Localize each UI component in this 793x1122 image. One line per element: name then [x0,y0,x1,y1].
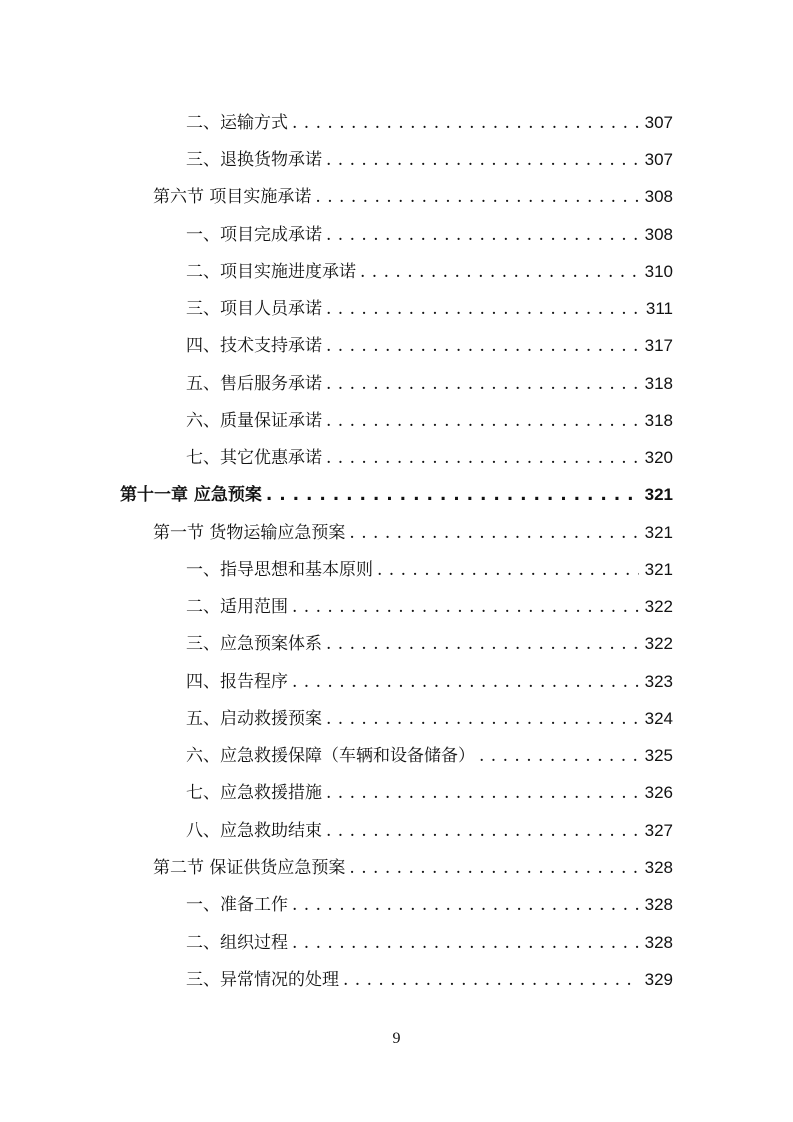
toc-leader-dots [326,410,639,432]
toc-entry-page: 329 [644,970,673,989]
toc-entry[interactable] [186,365,673,395]
toc-entry-page: 321 [644,485,673,504]
toc-leader-dots [292,671,639,693]
toc-entry-title: 二、适用范围 [186,597,288,617]
toc-entry-page: 307 [644,113,673,132]
toc-entry-page: 328 [644,933,673,952]
toc-entry-page: 321 [644,560,673,579]
toc-entry[interactable] [186,439,673,469]
toc-leader-dots [343,969,639,991]
toc-leader-dots [360,261,639,283]
toc-entry-title: 二、项目实施进度承诺 [186,262,356,282]
toc-entry-page: 324 [644,709,673,728]
toc-leader-dots [326,373,639,395]
page-number: 9 [392,1030,401,1047]
toc-entry-title: 一、准备工作 [186,895,288,915]
toc-entry-title: 一、项目完成承诺 [186,225,322,245]
toc-leader-dots [292,596,639,618]
toc-entry-title: 第一节 货物运输应急预案 [153,523,346,543]
toc-entry[interactable] [186,663,673,693]
toc-leader-dots [292,894,639,916]
toc-leader-dots [326,633,639,655]
toc-entry-title: 五、售后服务承诺 [186,374,322,394]
toc-entry-title: 三、项目人员承诺 [186,299,322,319]
toc-entry-title: 四、技术支持承诺 [186,336,322,356]
toc-entry-page: 308 [644,225,673,244]
toc-entry[interactable] [186,924,673,954]
toc-entry-title: 第六节 项目实施承诺 [153,187,312,207]
toc-entry[interactable] [186,327,673,357]
toc-leader-dots [349,857,638,879]
toc-entry-page: 317 [644,336,673,355]
toc-entry[interactable] [186,774,673,804]
toc-leader-dots [326,224,639,246]
toc-entry-title: 三、异常情况的处理 [186,970,339,990]
toc-leader-dots [266,484,639,506]
toc-entry-page: 308 [644,187,673,206]
toc-leader-dots [326,298,640,320]
toc-entry[interactable] [186,961,673,991]
toc-entry[interactable] [186,290,673,320]
toc-entry[interactable] [186,551,673,581]
toc-leader-dots [349,522,638,544]
toc-entry-title: 一、指导思想和基本原则 [186,560,373,580]
toc-entry-title: 三、退换货物承诺 [186,150,322,170]
toc-entry-title: 八、应急救助结束 [186,821,322,841]
toc-entry-title: 第二节 保证供货应急预案 [153,858,346,878]
toc-entry-page: 307 [644,150,673,169]
toc-entry-title: 七、应急救援措施 [186,783,322,803]
toc-entry-title: 五、启动救援预案 [186,709,322,729]
toc-leader-dots [479,745,639,767]
toc-entry[interactable] [186,588,673,618]
toc-entry-title: 第十一章 应急预案 [120,485,262,505]
toc-entry[interactable] [186,812,673,842]
toc-chapter-entry[interactable] [120,476,673,506]
toc-entry[interactable] [186,216,673,246]
toc-entry-page: 326 [644,783,673,802]
toc-entry[interactable] [186,141,673,171]
toc-entry-page: 322 [644,597,673,616]
toc-leader-dots [326,149,639,171]
toc-entry[interactable] [186,104,673,134]
toc-entry[interactable] [186,886,673,916]
toc-entry-title: 二、运输方式 [186,113,288,133]
toc-entry-page: 323 [644,672,673,691]
toc-leader-dots [292,112,639,134]
toc-leader-dots [326,335,639,357]
toc-leader-dots [326,708,639,730]
toc-leader-dots [326,447,639,469]
toc-entry[interactable] [186,402,673,432]
toc-entry-page: 321 [644,523,673,542]
toc-entry-page: 310 [644,262,673,281]
toc-entry[interactable] [153,849,673,879]
toc-entry[interactable] [186,253,673,283]
toc-leader-dots [326,820,639,842]
toc-entry-title: 三、应急预案体系 [186,634,322,654]
toc-entry-page: 311 [645,299,673,318]
toc-leader-dots [315,186,638,208]
toc-entry-page: 328 [644,858,673,877]
toc-entry[interactable] [153,178,673,208]
toc-entry-page: 322 [644,634,673,653]
toc-entry-page: 318 [644,411,673,430]
toc-entry-title: 二、组织过程 [186,933,288,953]
toc-leader-dots [326,782,639,804]
toc-entry[interactable] [186,737,673,767]
toc-leader-dots [292,932,639,954]
toc-entry-title: 七、其它优惠承诺 [186,448,322,468]
toc-entry-page: 328 [644,895,673,914]
toc-entry[interactable] [186,700,673,730]
toc-entry[interactable] [186,625,673,655]
toc-entry-page: 327 [644,821,673,840]
toc-leader-dots [377,559,639,581]
toc-entry-title: 六、质量保证承诺 [186,411,322,431]
toc-entry-title: 四、报告程序 [186,672,288,692]
toc-entry[interactable] [153,514,673,544]
toc-entry-page: 318 [644,374,673,393]
toc-entry-page: 320 [644,448,673,467]
toc-entry-page: 325 [644,746,673,765]
toc-entry-title: 六、应急救援保障（车辆和设备储备） [186,746,475,766]
